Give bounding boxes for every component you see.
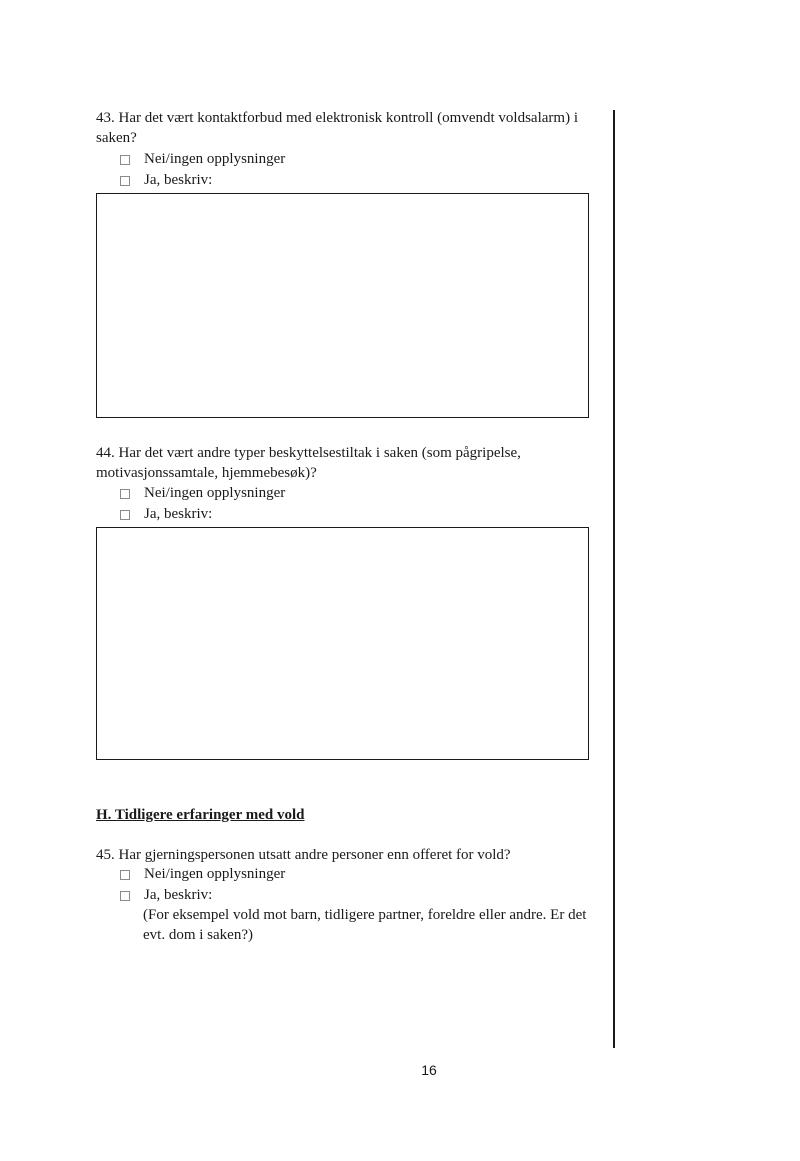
question-44-text: 44. Har det vært andre typer beskyttelsestiltak i saken (som pågripelse, motivasjonssamtale, hjemmebesøk)? xyxy=(96,445,521,481)
question-43-answer-box[interactable] xyxy=(96,193,589,418)
question-45-option-no[interactable] xyxy=(120,864,285,884)
checkbox-icon[interactable] xyxy=(120,176,130,186)
option-label: Ja, beskriv: xyxy=(144,506,213,522)
checkbox-icon[interactable] xyxy=(120,891,130,901)
question-45-note: (For eksempel vold mot barn, tidligere partner, foreldre eller andre. Er det evt. dom i saken?) xyxy=(143,907,587,943)
margin-rule xyxy=(613,110,615,1048)
question-43-option-no[interactable] xyxy=(120,149,285,169)
checkbox-icon[interactable] xyxy=(120,510,130,520)
option-label: Nei/ingen opplysninger xyxy=(144,151,286,167)
option-label: Ja, beskriv: xyxy=(144,887,213,903)
checkbox-icon[interactable] xyxy=(120,489,130,499)
checkbox-icon[interactable] xyxy=(120,155,130,165)
question-45-text: 45. Har gjerningspersonen utsatt andre personer enn offeret for vold? xyxy=(96,847,511,863)
question-44-answer-box[interactable] xyxy=(96,527,589,760)
page-number: 16 xyxy=(421,1062,437,1078)
option-label: Ja, beskriv: xyxy=(144,172,213,188)
checkbox-icon[interactable] xyxy=(120,870,130,880)
section-heading: H. Tidligere erfaringer med vold xyxy=(96,807,305,823)
option-label: Nei/ingen opplysninger xyxy=(144,485,286,501)
question-44-option-no[interactable] xyxy=(120,483,285,503)
option-label: Nei/ingen opplysninger xyxy=(144,866,286,882)
question-43-text: 43. Har det vært kontaktforbud med elektronisk kontroll (omvendt voldsalarm) i saken? xyxy=(96,110,578,146)
question-43-option-yes[interactable] xyxy=(120,170,212,190)
question-44-option-yes[interactable] xyxy=(120,504,212,524)
question-45-option-yes[interactable] xyxy=(120,885,212,905)
